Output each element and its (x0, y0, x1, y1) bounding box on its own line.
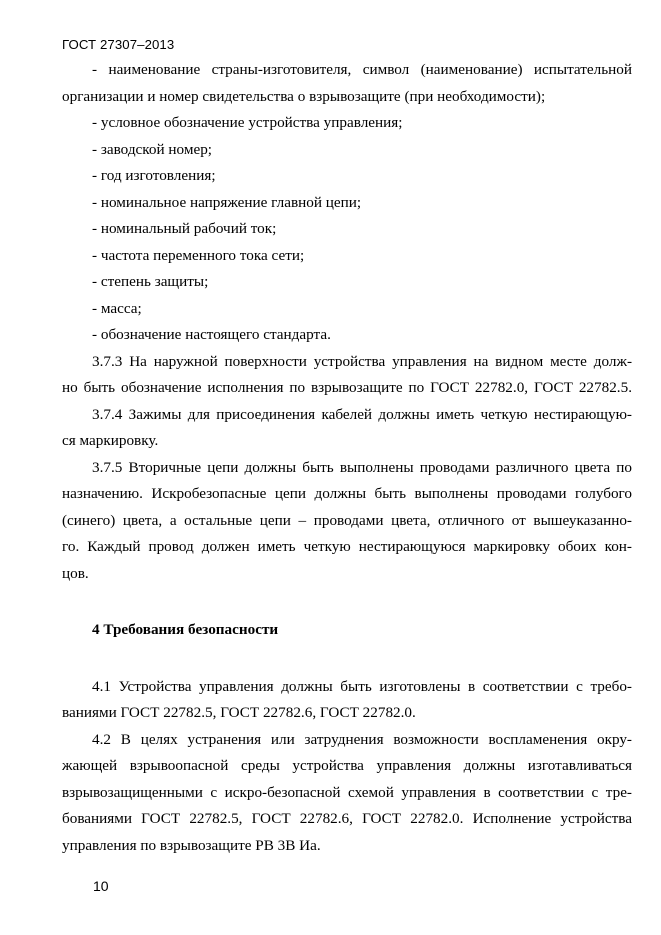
text-line: 3.7.5 Вторичные цепи должны быть выполнены проводами различного цвета по (92, 458, 632, 476)
text-line: бованиями ГОСТ 22782.5, ГОСТ 22782.6, ГОСТ 22782.0. Исполнение устройства (62, 810, 632, 827)
text-line: 3.7.3 На наружной поверхности устройства управления на видном месте долж- (92, 352, 632, 370)
text-line: жающей взрывоопасной среды устройства управления должны изготавливаться (62, 757, 632, 774)
paragraph-3-7-4 (62, 402, 632, 455)
paragraph-3-7-5 (62, 455, 632, 588)
text-line: (синего) цвета, а остальные цепи – проводами цвета, отличного от вышеуказанно- (62, 511, 632, 529)
spacer (62, 587, 632, 617)
text-line: взрывозащищенными с искро-безопасной схемой управления в соответствии с тре- (62, 783, 632, 801)
paragraph-4-2 (62, 727, 632, 860)
list-item: - масса; (92, 299, 142, 317)
paragraph-4-1 (62, 674, 632, 727)
text-line: го. Каждый провод должен иметь четкую нестирающуюся маркировку обоих кон- (62, 538, 632, 555)
text-line: цов. (62, 564, 89, 582)
text-line: 4.1 Устройства управления должны быть изготовлены в соответствии с требо- (92, 677, 632, 695)
page-number: 10 (93, 878, 109, 894)
list-item: - степень защиты; (92, 273, 209, 290)
document-header: ГОСТ 27307–2013 (62, 37, 175, 52)
list-item: - заводской номер; (92, 140, 213, 158)
text-line: ваниями ГОСТ 22782.5, ГОСТ 22782.6, ГОСТ 22782.0. (62, 704, 416, 721)
text-line: - наименование страны-изготовителя, символ (наименование) испытательной (92, 61, 632, 78)
list-item: - номинальное напряжение главной цепи; (92, 193, 362, 211)
text-line: организации и номер свидетельства о взрывозащите (при необходимости); (62, 87, 546, 105)
text-line: но быть обозначение исполнения по взрывозащите по ГОСТ 22782.0, ГОСТ 22782.5. (62, 379, 632, 396)
list-item-manufacturer (62, 57, 632, 110)
section-heading: 4 Требования безопасности (92, 621, 279, 638)
list-item: - год изготовления; (92, 167, 216, 184)
list-item: - частота переменного тока сети; (92, 246, 305, 264)
spacer (62, 644, 632, 674)
text-line: 3.7.4 Зажимы для присоединения кабелей должны иметь четкую нестирающую- (92, 405, 632, 423)
list-item: - номинальный рабочий ток; (92, 220, 277, 237)
document-body (62, 57, 632, 859)
text-line: назначению. Искробезопасные цепи должны быть выполнены проводами голубого (62, 485, 632, 502)
text-line: ся маркировку. (62, 432, 159, 449)
list-item: - обозначение настоящего стандарта. (92, 326, 331, 343)
marking-list (62, 110, 632, 349)
list-item: - условное обозначение устройства управления; (92, 114, 403, 131)
text-line: 4.2 В целях устранения или затруднения возможности воспламенения окру- (92, 730, 632, 748)
paragraph-3-7-3 (62, 349, 632, 402)
text-line: управления по взрывозащите РВ 3В Иа. (62, 836, 321, 854)
